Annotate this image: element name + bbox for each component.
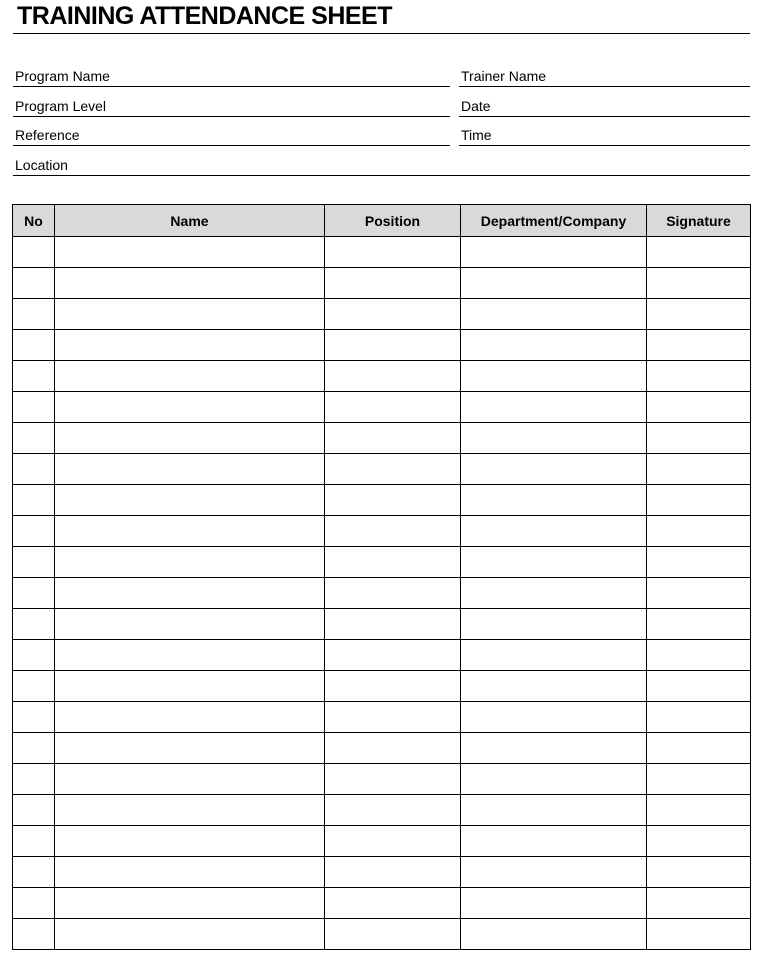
cell-position[interactable] xyxy=(325,640,461,671)
cell-signature[interactable] xyxy=(647,764,751,795)
cell-position[interactable] xyxy=(325,361,461,392)
cell-signature[interactable] xyxy=(647,578,751,609)
cell-position[interactable] xyxy=(325,299,461,330)
cell-no[interactable] xyxy=(13,733,55,764)
cell-department[interactable] xyxy=(461,330,647,361)
cell-no[interactable] xyxy=(13,423,55,454)
table-row xyxy=(13,826,751,857)
time-field[interactable] xyxy=(459,116,750,146)
cell-department[interactable] xyxy=(461,795,647,826)
cell-signature[interactable] xyxy=(647,330,751,361)
cell-no[interactable] xyxy=(13,919,55,950)
cell-no[interactable] xyxy=(13,671,55,702)
table-row xyxy=(13,764,751,795)
table-row xyxy=(13,237,751,268)
trainer-name-field[interactable] xyxy=(459,57,750,87)
column-header-signature: Signature xyxy=(647,205,751,237)
cell-no[interactable] xyxy=(13,330,55,361)
cell-signature[interactable] xyxy=(647,826,751,857)
cell-position[interactable] xyxy=(325,795,461,826)
page-title: TRAINING ATTENDANCE SHEET xyxy=(17,2,392,30)
cell-position[interactable] xyxy=(325,702,461,733)
cell-position[interactable] xyxy=(325,888,461,919)
table-header-row xyxy=(13,205,751,237)
cell-name[interactable] xyxy=(55,671,325,702)
cell-signature[interactable] xyxy=(647,516,751,547)
column-header-department: Department/Company xyxy=(461,205,647,237)
cell-name[interactable] xyxy=(55,392,325,423)
cell-department[interactable] xyxy=(461,640,647,671)
table-row xyxy=(13,671,751,702)
cell-name[interactable] xyxy=(55,609,325,640)
cell-signature[interactable] xyxy=(647,795,751,826)
cell-department[interactable] xyxy=(461,299,647,330)
cell-signature[interactable] xyxy=(647,919,751,950)
table-row xyxy=(13,423,751,454)
table-row xyxy=(13,888,751,919)
cell-no[interactable] xyxy=(13,268,55,299)
cell-name[interactable] xyxy=(55,330,325,361)
cell-department[interactable] xyxy=(461,671,647,702)
cell-name[interactable] xyxy=(55,237,325,268)
cell-signature[interactable] xyxy=(647,733,751,764)
cell-name[interactable] xyxy=(55,702,325,733)
cell-department[interactable] xyxy=(461,392,647,423)
column-header-no: No xyxy=(13,205,55,237)
cell-department[interactable] xyxy=(461,764,647,795)
cell-no[interactable] xyxy=(13,237,55,268)
cell-name[interactable] xyxy=(55,795,325,826)
cell-position[interactable] xyxy=(325,826,461,857)
cell-name[interactable] xyxy=(55,299,325,330)
table-row xyxy=(13,609,751,640)
cell-signature[interactable] xyxy=(647,299,751,330)
reference-field[interactable] xyxy=(13,116,450,146)
cell-no[interactable] xyxy=(13,578,55,609)
cell-department[interactable] xyxy=(461,547,647,578)
cell-no[interactable] xyxy=(13,361,55,392)
cell-no[interactable] xyxy=(13,888,55,919)
table-row xyxy=(13,702,751,733)
table-row xyxy=(13,640,751,671)
cell-position[interactable] xyxy=(325,733,461,764)
cell-position[interactable] xyxy=(325,485,461,516)
table-row xyxy=(13,299,751,330)
cell-no[interactable] xyxy=(13,609,55,640)
cell-department[interactable] xyxy=(461,578,647,609)
cell-department[interactable] xyxy=(461,361,647,392)
program-name-label: Program Name xyxy=(15,68,110,84)
date-label: Date xyxy=(461,98,491,114)
cell-no[interactable] xyxy=(13,547,55,578)
cell-no[interactable] xyxy=(13,764,55,795)
cell-name[interactable] xyxy=(55,578,325,609)
program-level-label: Program Level xyxy=(15,98,107,114)
cell-no[interactable] xyxy=(13,795,55,826)
cell-signature[interactable] xyxy=(647,640,751,671)
trainer-name-label: Trainer Name xyxy=(461,68,547,84)
reference-label: Reference xyxy=(15,127,80,143)
cell-name[interactable] xyxy=(55,857,325,888)
cell-position[interactable] xyxy=(325,857,461,888)
cell-signature[interactable] xyxy=(647,361,751,392)
cell-position[interactable] xyxy=(325,423,461,454)
cell-name[interactable] xyxy=(55,640,325,671)
cell-department[interactable] xyxy=(461,516,647,547)
program-level-field[interactable] xyxy=(13,87,450,117)
table-body xyxy=(13,237,751,950)
table-row xyxy=(13,268,751,299)
cell-position[interactable] xyxy=(325,516,461,547)
cell-position[interactable] xyxy=(325,764,461,795)
table-row xyxy=(13,330,751,361)
cell-signature[interactable] xyxy=(647,671,751,702)
cell-position[interactable] xyxy=(325,547,461,578)
cell-position[interactable] xyxy=(325,330,461,361)
location-label: Location xyxy=(15,157,68,173)
cell-position[interactable] xyxy=(325,671,461,702)
time-line xyxy=(459,145,750,146)
cell-department[interactable] xyxy=(461,733,647,764)
title-divider xyxy=(13,33,750,34)
cell-signature[interactable] xyxy=(647,609,751,640)
location-field[interactable] xyxy=(13,146,750,176)
cell-department[interactable] xyxy=(461,237,647,268)
cell-signature[interactable] xyxy=(647,423,751,454)
cell-department[interactable] xyxy=(461,485,647,516)
cell-name[interactable] xyxy=(55,516,325,547)
cell-name[interactable] xyxy=(55,423,325,454)
location-line xyxy=(13,175,750,176)
cell-department[interactable] xyxy=(461,919,647,950)
cell-department[interactable] xyxy=(461,609,647,640)
cell-position[interactable] xyxy=(325,392,461,423)
table-row xyxy=(13,516,751,547)
cell-name[interactable] xyxy=(55,454,325,485)
table-row xyxy=(13,795,751,826)
cell-signature[interactable] xyxy=(647,857,751,888)
cell-position[interactable] xyxy=(325,578,461,609)
cell-name[interactable] xyxy=(55,733,325,764)
program-name-field[interactable] xyxy=(13,57,450,87)
cell-department[interactable] xyxy=(461,888,647,919)
cell-position[interactable] xyxy=(325,454,461,485)
table-row xyxy=(13,578,751,609)
cell-signature[interactable] xyxy=(647,237,751,268)
cell-name[interactable] xyxy=(55,919,325,950)
cell-signature[interactable] xyxy=(647,485,751,516)
cell-department[interactable] xyxy=(461,268,647,299)
table-row xyxy=(13,454,751,485)
date-field[interactable] xyxy=(459,87,750,117)
table-row xyxy=(13,392,751,423)
table-row xyxy=(13,547,751,578)
cell-department[interactable] xyxy=(461,857,647,888)
table-row xyxy=(13,485,751,516)
cell-position[interactable] xyxy=(325,237,461,268)
table-row xyxy=(13,919,751,950)
cell-name[interactable] xyxy=(55,268,325,299)
cell-position[interactable] xyxy=(325,268,461,299)
cell-department[interactable] xyxy=(461,423,647,454)
cell-no[interactable] xyxy=(13,857,55,888)
table-row xyxy=(13,857,751,888)
cell-signature[interactable] xyxy=(647,268,751,299)
cell-signature[interactable] xyxy=(647,454,751,485)
cell-no[interactable] xyxy=(13,454,55,485)
cell-department[interactable] xyxy=(461,454,647,485)
column-header-name: Name xyxy=(55,205,325,237)
cell-name[interactable] xyxy=(55,485,325,516)
cell-department[interactable] xyxy=(461,702,647,733)
cell-no[interactable] xyxy=(13,640,55,671)
cell-no[interactable] xyxy=(13,299,55,330)
cell-signature[interactable] xyxy=(647,392,751,423)
time-label: Time xyxy=(461,127,492,143)
cell-no[interactable] xyxy=(13,826,55,857)
cell-no[interactable] xyxy=(13,485,55,516)
table-row xyxy=(13,361,751,392)
cell-no[interactable] xyxy=(13,392,55,423)
table-row xyxy=(13,733,751,764)
cell-signature[interactable] xyxy=(647,547,751,578)
cell-department[interactable] xyxy=(461,826,647,857)
cell-signature[interactable] xyxy=(647,702,751,733)
cell-position[interactable] xyxy=(325,919,461,950)
cell-name[interactable] xyxy=(55,547,325,578)
cell-position[interactable] xyxy=(325,609,461,640)
column-header-position: Position xyxy=(325,205,461,237)
cell-name[interactable] xyxy=(55,361,325,392)
cell-no[interactable] xyxy=(13,702,55,733)
cell-name[interactable] xyxy=(55,826,325,857)
cell-name[interactable] xyxy=(55,764,325,795)
cell-no[interactable] xyxy=(13,516,55,547)
attendance-table xyxy=(12,204,751,950)
cell-signature[interactable] xyxy=(647,888,751,919)
cell-name[interactable] xyxy=(55,888,325,919)
